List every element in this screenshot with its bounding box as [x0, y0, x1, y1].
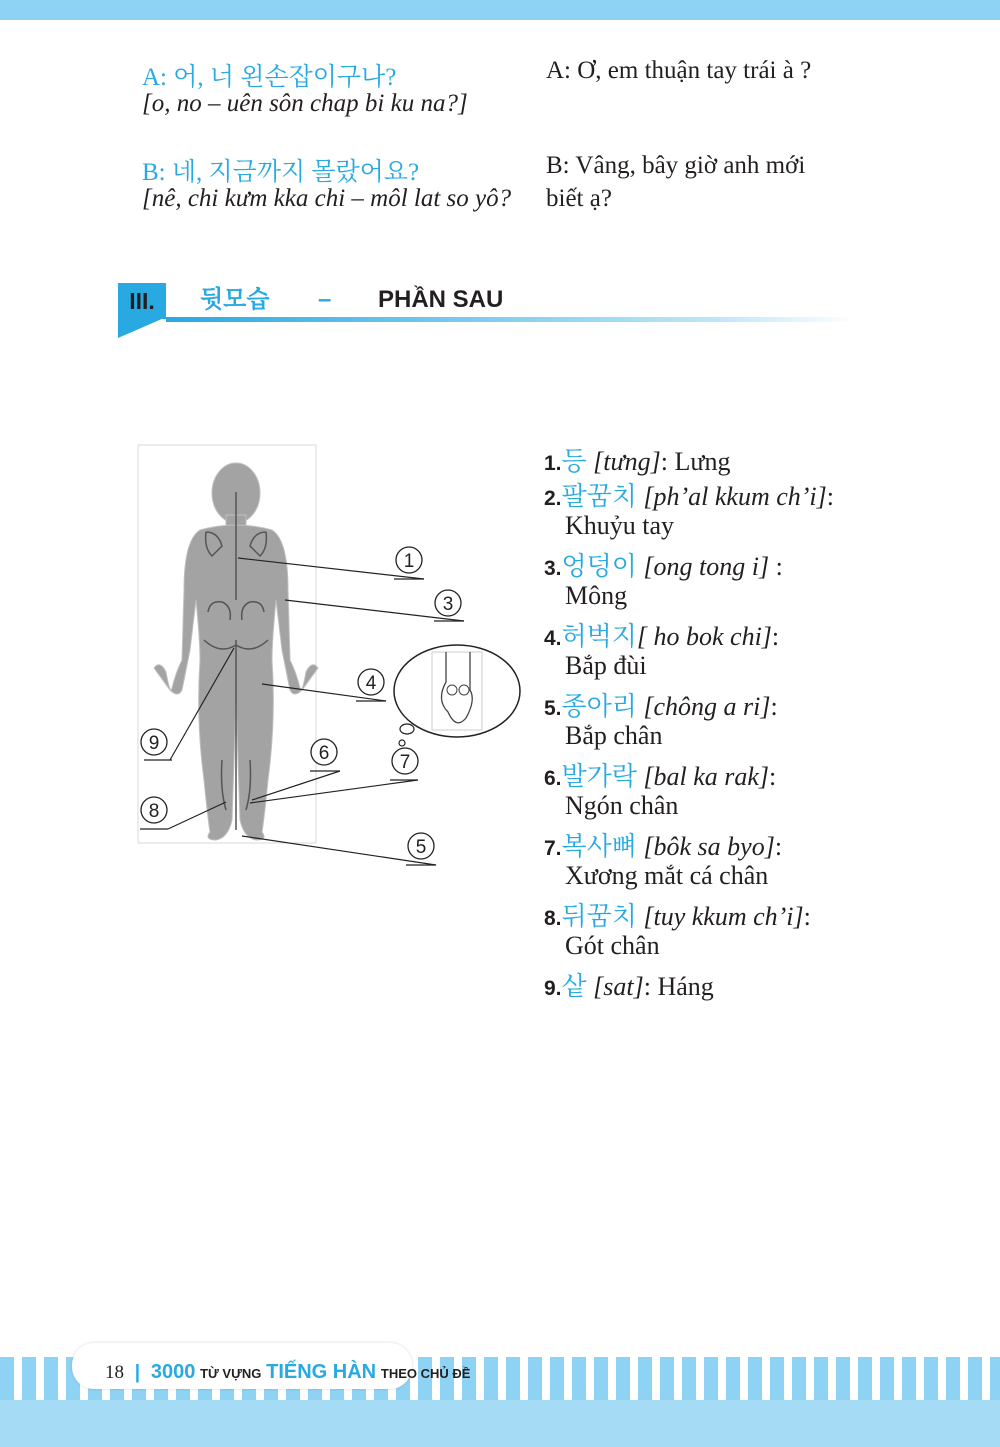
vocab-roman: [bal ka rak] [643, 762, 770, 791]
vocab-meaning: Bắp chân [565, 721, 663, 750]
vocab-num: 4. [544, 627, 562, 650]
dialogue-b-roman: [nê, chi kưm kka chi – môl lat so yô? [142, 185, 512, 212]
vocab-sep: : [769, 552, 783, 581]
vocab-meaning: Gót chân [565, 931, 660, 960]
vocab-korean: 복사뼈 [561, 832, 637, 861]
vocab-korean: 발가락 [561, 762, 637, 791]
footer-brand-pre: TỪ VỰNG [200, 1366, 262, 1381]
vocab-num: 7. [544, 837, 562, 860]
vocab-sep: : [771, 622, 780, 651]
footer-brand-main: TIẾNG HÀN [266, 1361, 377, 1383]
vocab-num: 8. [544, 907, 562, 930]
foot-inset [394, 645, 520, 746]
vocab-num: 5. [544, 697, 562, 720]
callout-label: 7 [399, 752, 411, 773]
vocab-roman: [ ho bok chi] [636, 622, 772, 651]
vocab-item-7 [544, 826, 783, 890]
footer-separator: | [134, 1362, 141, 1383]
vocab-korean: 허벅지 [561, 622, 637, 651]
dialogue-b-vietnamese-1: B: Vâng, bây giờ anh mới [546, 152, 806, 179]
vocab-korean: 뒤꿈치 [561, 902, 637, 931]
callout-label: 1 [403, 551, 415, 572]
vocab-item-5 [544, 686, 778, 750]
vocab-num: 3. [544, 557, 562, 580]
vocab-roman: [ph’al kkum ch’i] [643, 482, 827, 511]
vocab-roman: [tuy kkum ch’i] [643, 902, 804, 931]
callout-9 [141, 729, 167, 755]
vocab-sep: : [660, 447, 675, 476]
vocab-item-2 [544, 476, 835, 540]
vocab-roman: [ong tong i] [643, 552, 770, 581]
vocab-meaning: Ngón chân [565, 791, 679, 820]
vocab-roman: [tưng] [593, 447, 661, 476]
vocab-sep: : [769, 762, 777, 791]
section-rule [166, 317, 856, 322]
section-number-tab: III. [118, 283, 166, 319]
vocab-korean: 엉덩이 [561, 552, 637, 581]
footer-base [0, 1400, 1000, 1447]
footer-brand-num: 3000 [150, 1361, 196, 1383]
callout-label: 6 [318, 743, 330, 764]
callout-4 [358, 669, 384, 695]
callout-label: 9 [148, 733, 160, 754]
callout-3 [435, 590, 461, 616]
vocab-roman: [chông a ri] [643, 692, 771, 721]
dialogue-a-korean: A: 어, 너 왼손잡이구나? [142, 64, 397, 91]
vocab-sep: : [770, 692, 778, 721]
dialogue-a-vietnamese: A: Ơ, em thuận tay trái à ? [546, 57, 812, 84]
callout-5 [408, 833, 434, 859]
page-number: 18 [105, 1362, 124, 1383]
vocab-num: 9. [544, 977, 562, 1000]
callout-6 [311, 739, 337, 765]
vocab-item-1 [544, 441, 731, 478]
dialogue-b-korean: B: 네, 지금까지 몰랐어요? [142, 159, 420, 186]
callout-1 [396, 547, 422, 573]
vocab-item-8 [544, 896, 811, 960]
top-band [0, 0, 1000, 20]
vocab-num: 1. [544, 452, 562, 475]
vocab-roman: [sat] [593, 972, 644, 1001]
vocab-meaning: Bắp đùi [565, 651, 647, 680]
callout-label: 8 [148, 801, 160, 822]
section-title: PHẦN SAU [378, 286, 504, 313]
vocab-meaning: Mông [565, 581, 628, 610]
section-tab-tail [118, 318, 164, 338]
footer-brand-post: THEO CHỦ ĐỀ [380, 1366, 471, 1381]
callout-8 [141, 797, 167, 823]
vocab-roman: [bôk sa byo] [643, 832, 775, 861]
body-back-diagram [130, 440, 530, 880]
vocab-korean: 등 [561, 447, 587, 476]
vocab-sep: : [774, 832, 783, 861]
vocab-korean: 종아리 [561, 692, 637, 721]
dialogue-a-roman: [o, no – uên sôn chap bi ku na?] [142, 90, 468, 117]
vocab-item-4 [544, 616, 780, 680]
vocab-korean: 샅 [561, 972, 587, 1001]
vocab-sep: : [826, 482, 835, 511]
vocab-num: 6. [544, 767, 562, 790]
vocab-meaning: Háng [657, 972, 714, 1001]
dialogue-b-vietnamese-2: biết ạ? [546, 185, 612, 212]
vocab-korean: 팔꿈치 [561, 482, 637, 511]
section-korean: 뒷모습 [200, 286, 270, 313]
footer-text [105, 1360, 470, 1386]
callout-label: 4 [365, 673, 377, 694]
callout-7 [392, 748, 418, 774]
vocab-sep: : [643, 972, 658, 1001]
vocab-meaning: Khuỷu tay [565, 511, 675, 540]
vocab-item-3 [544, 546, 783, 610]
vocab-num: 2. [544, 487, 562, 510]
vocab-sep: : [803, 902, 811, 931]
vocab-item-6 [544, 756, 777, 820]
vocab-item-9 [544, 966, 714, 1003]
vocab-meaning: Xương mắt cá chân [565, 861, 769, 890]
section-dash: – [318, 286, 332, 313]
callout-label: 5 [415, 837, 427, 858]
vocab-meaning: Lưng [674, 447, 731, 476]
callout-label: 3 [442, 594, 454, 615]
